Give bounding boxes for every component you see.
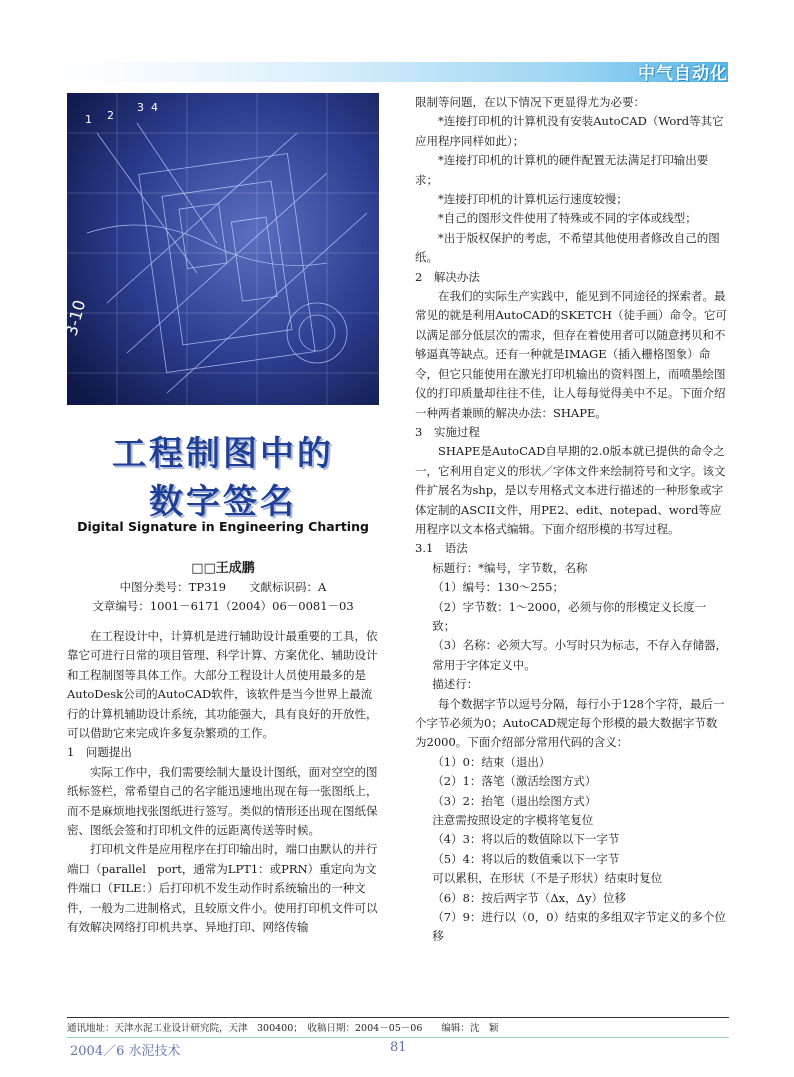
list-item: 描述行： — [432, 677, 479, 692]
list-item: （1）编号：130～255； — [432, 580, 564, 595]
article-title-line2: 数字签名 — [149, 482, 297, 522]
paragraph: 打印机文件是应用程序在打印输出时，端口由默认的并行端口（parallel port，通常为LPT1：或PRN）重定向为文件端口（FILE：）后打印机不发生动作时系统输出的一种文件，一般为二进制格式，且较原文件小。使用打印机文件可以有效解决网络打印机共享、异地打印、网络传输 — [67, 842, 378, 935]
list-item: （4）3：将以后的数值除以下一字节 — [432, 832, 620, 847]
paragraph: 限制等问题，在以下情况下更显得尤为必要： — [415, 95, 645, 109]
journal-section-title: 中气自动化 — [638, 64, 728, 84]
paragraph: 在我们的实际生产实践中，能见到不同途径的探索者。最常见的就是利用AutoCAD的SKETCH（徒手画）命令。它可以满足部分低层次的需求，但存在着使用者可以随意拷贝和不够逼真等缺点。还有一种就是IMAGE（插入栅格图象）命令，但它只能使用在激光打印机输出的资料图上，而喷墨绘图仪的打印质量却往往不佳，让人每每觉得美中不足。下面介绍一种两者兼顾的解决办法：SHAPE。 — [415, 289, 727, 420]
page-number: 81 — [390, 1040, 407, 1055]
hero-label: 2 — [107, 109, 114, 122]
list-item: （3）名称：必须大写。小写时只为标志，不存入存储器，常用于字体定义中。 — [432, 638, 728, 672]
list-item: 标题行：*编号，字节数，名称 — [432, 560, 588, 575]
footer-divider — [67, 1017, 729, 1018]
article-author: □□王成鹏 — [191, 561, 255, 576]
list-item: （2）1：落笔（激活绘图方式） — [432, 774, 597, 789]
hero-label: 3 — [137, 101, 144, 114]
list-item: 注意需按照设定的字模将笔复位 — [432, 813, 594, 828]
list-item: *连接打印机的计算机运行速度较慢； — [438, 192, 628, 207]
article-number-line: 文章编号：1001－6171（2004）06－0081－03 — [92, 599, 354, 613]
hero-corner-label: 3-10 — [61, 297, 90, 338]
section-heading: 3 实施过程 — [415, 424, 480, 439]
footer-separator — [67, 1037, 729, 1038]
list-item: *自己的图形文件使用了特殊或不同的字体或线型； — [438, 211, 697, 226]
hero-label: 1 — [85, 113, 92, 126]
list-item: *出于版权保护的考虑，不希望其他使用者修改自己的图纸。 — [415, 230, 720, 265]
list-item: （2）字节数：1～2000，必须与你的形模定义长度一致； — [432, 599, 707, 633]
right-text-column — [415, 93, 728, 947]
list-item: （5）4：将以后的数值乘以下一字节 — [432, 851, 620, 866]
paragraph: 在工程设计中，计算机是进行辅助设计最重要的工具，依靠它可进行日常的项目管理、科学计算、方案优化、辅助设计和工程制图等具体工作。大部分工程设计人员使用最多的是AutoDesk公司的AutoCAD软件，该软件是当今世界上最流行的计算机辅助设计系统，其功能强大，具有良好的开放性，可以借助它来完成许多复杂繁琐的工作。 — [67, 629, 378, 741]
list-item: *连接打印机的计算机没有安装AutoCAD（Word等其它应用程序同样如此）； — [415, 114, 724, 148]
list-item: （1）0：结束（退出） — [432, 754, 551, 769]
header-band — [66, 62, 728, 82]
list-item: *连接打印机的计算机的硬件配置无法满足打印输出要求； — [415, 153, 709, 187]
footer-correspondence: 通讯地址：天津水泥工业设计研究院，天津 300400； 收稿日期：2004－05－06 编辑：沈 颖 — [67, 1023, 499, 1034]
subsection-heading: 3.1 语法 — [415, 541, 468, 556]
blueprint-drawing-icon — [61, 93, 379, 405]
section-heading: 2 解决办法 — [415, 269, 480, 284]
paragraph: 实际工作中，我们需要绘制大量设计图纸，面对空空的图纸标签栏，常希望自己的名字能迅速地出现在每一张图纸上，而不是麻烦地找张图纸进行签写。类似的情形还出现在图纸保密、图纸会签和打印机文件的远距离传送等时候。 — [67, 764, 378, 838]
paragraph: 每个数据字节以逗号分隔，每行小于128个字符，最后一个字节必须为0；AutoCAD规定每个形模的最大数据字节数为2000。下面介绍部分常用代码的含义： — [415, 696, 725, 750]
list-item: （3）2：抬笔（退出绘图方式） — [432, 793, 597, 808]
left-text-column — [67, 627, 379, 938]
hero-label: 4 — [151, 101, 158, 114]
footer-issue: 2004／6 水泥技术 — [70, 1044, 181, 1059]
blueprint-hero-image — [61, 93, 379, 405]
article-subtitle-en: Digital Signature in Engineering Charting — [77, 519, 369, 534]
article-title-line1: 工程制图中的 — [112, 434, 334, 474]
classification-line: 中图分类号：TP319 文献标识码：A — [119, 580, 327, 594]
section-heading: 1 问题提出 — [67, 745, 132, 760]
list-item: 可以累积，在形状（不是子形状）结束时复位 — [432, 871, 663, 886]
list-item: （7）9：进行以（0，0）结束的多组双字节定义的多个位移 — [432, 910, 727, 944]
paragraph: SHAPE是AutoCAD自早期的2.0版本就已提供的命令之一，它利用自定义的形状／字体文件来绘制符号和文字。该文件扩展名为shp，是以专用格式文本进行描述的一种形象或字体定制的ASCII文件，用PE2、edit、notepad、word等应用程序以文本格式编辑。下面介绍形模的书写过程。 — [415, 444, 726, 536]
list-item: （6）8：按后两字节（Δx，Δy）位移 — [432, 890, 626, 905]
